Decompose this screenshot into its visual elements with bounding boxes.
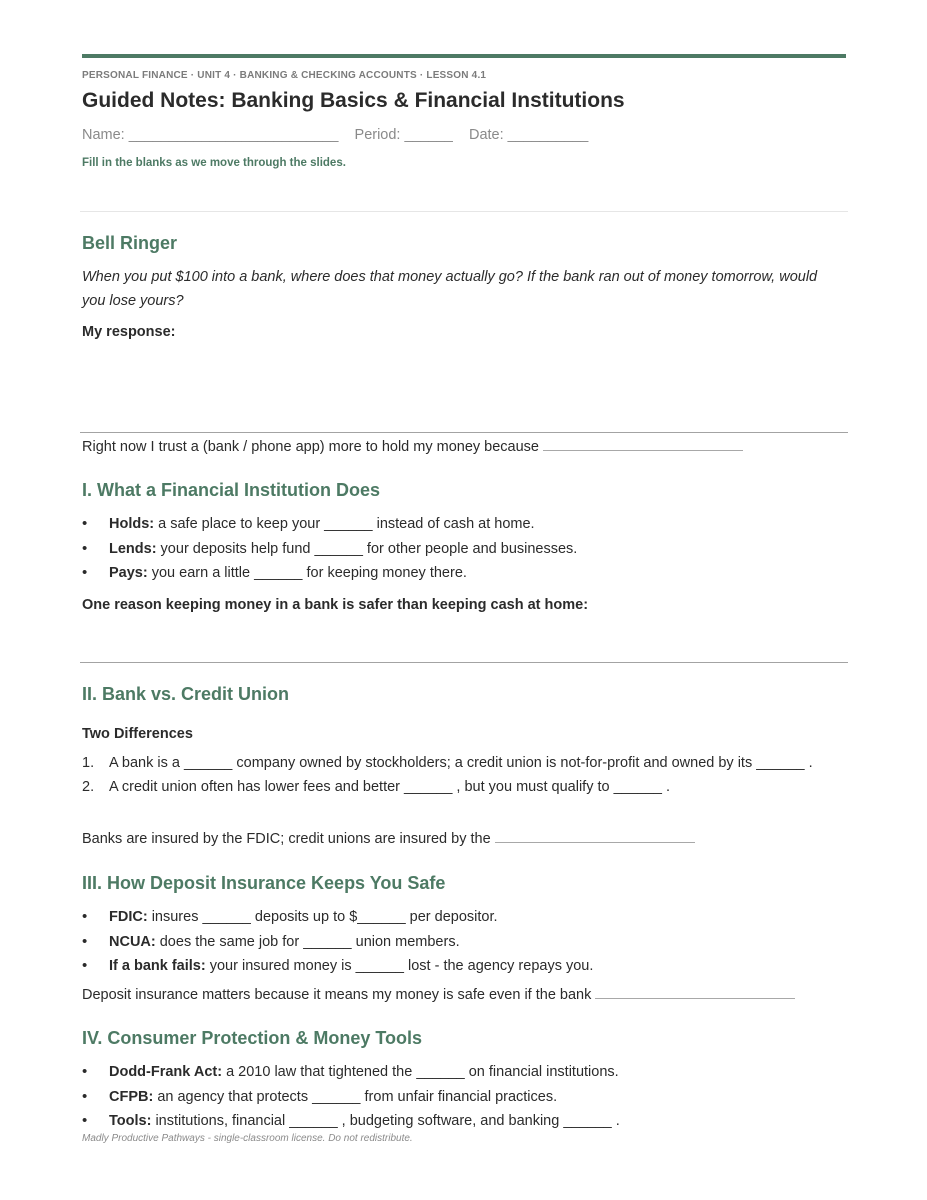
list-item — [82, 905, 593, 930]
item-text: A credit union often has lower fees and better ______ , but you must qualify to ______ . — [109, 779, 671, 795]
bullet-text: a 2010 law that tightened the ______ on financial institutions. — [222, 1064, 619, 1080]
section-1-bullets — [82, 512, 577, 586]
trust-sentence-text: Right now I trust a (bank / phone app) more to hold my money because — [82, 439, 539, 455]
header-divider — [80, 211, 848, 212]
list-item — [82, 751, 848, 775]
section-2-heading: II. Bank vs. Credit Union — [82, 684, 290, 704]
list-item — [82, 1085, 620, 1110]
item-number: 1. — [82, 755, 95, 771]
insurance-sentence-text: Banks are insured by the FDIC; credit unions are insured by the — [82, 831, 491, 847]
bell-ringer-heading: Bell Ringer — [82, 233, 178, 253]
trust-blank[interactable] — [543, 438, 743, 451]
list-item — [82, 537, 577, 562]
item-number: 2. — [82, 779, 95, 795]
section-1-answer-line — [80, 662, 848, 663]
section-1-question: One reason keeping money in a bank is safer than keeping cash at home: — [82, 597, 589, 613]
instruction-text: Fill in the blanks as we move through the slides. — [82, 157, 346, 169]
bullet-text: does the same job for ______ union members. — [155, 933, 460, 950]
insurance-sentence — [82, 830, 695, 847]
deposit-sentence-text: Deposit insurance matters because it means my money is safe even if the bank — [82, 987, 592, 1003]
response-line — [80, 432, 848, 433]
bullet-term: NCUA: — [109, 933, 156, 950]
deposit-blank[interactable] — [595, 986, 795, 999]
page-title: Guided Notes: Banking Basics & Financial Institutions — [82, 89, 625, 112]
section-4-heading: IV. Consumer Protection & Money Tools — [82, 1028, 423, 1048]
bullet-text: your insured money is ______ lost - the agency repays you. — [205, 958, 594, 974]
student-info-line: Name: __________________________ Period: ______ Date: __________ — [82, 127, 589, 143]
list-item — [82, 561, 577, 586]
two-differences-subheading: Two Differences — [82, 726, 193, 742]
bullet-term: Tools: — [109, 1113, 152, 1129]
breadcrumb: PERSONAL FINANCE · UNIT 4 · BANKING & CHECKING ACCOUNTS · LESSON 4.1 — [82, 70, 487, 81]
bullet-text: insures ______ deposits up to $______ per depositor. — [147, 909, 498, 925]
bullet-term: Dodd-Frank Act: — [109, 1064, 223, 1080]
bullet-text: a safe place to keep your ______ instead of cash at home. — [154, 516, 535, 532]
bullet-term: Pays: — [109, 565, 148, 581]
bullet-text: institutions, financial ______ , budgeting software, and banking ______ . — [151, 1113, 620, 1129]
list-item — [82, 1060, 620, 1085]
response-label: My response: — [82, 324, 176, 340]
item-text: A bank is a ______ company owned by stockholders; a credit union is not-for-profit and owned by its ______ . — [109, 755, 813, 771]
bullet-text: your deposits help fund ______ for other people and businesses. — [156, 540, 578, 557]
bullet-term: Holds: — [109, 516, 155, 532]
differences-list — [82, 751, 848, 799]
list-item — [82, 930, 593, 955]
bullet-term: If a bank fails: — [109, 958, 206, 974]
section-1-heading: I. What a Financial Institution Does — [82, 480, 381, 500]
bell-ringer-prompt: When you put $100 into a bank, where does that money actually go? If the bank ran out of money tomorrow, would you lose yours? — [82, 269, 818, 309]
section-3-bullets — [82, 905, 593, 979]
bullet-text: you earn a little ______ for keeping money there. — [147, 565, 467, 581]
top-accent-bar — [82, 54, 846, 58]
bullet-term: FDIC: — [109, 909, 148, 925]
list-item — [82, 775, 848, 799]
insurance-blank[interactable] — [495, 830, 695, 843]
bullet-term: CFPB: — [109, 1088, 154, 1105]
section-4-bullets — [82, 1060, 620, 1134]
list-item — [82, 512, 577, 537]
license-footer: Madly Productive Pathways - single-classroom license. Do not redistribute. — [82, 1133, 413, 1144]
deposit-insurance-sentence — [82, 986, 795, 1003]
section-3-heading: III. How Deposit Insurance Keeps You Safe — [82, 873, 446, 893]
list-item — [82, 1109, 620, 1134]
trust-sentence — [82, 438, 743, 455]
list-item — [82, 954, 593, 979]
bullet-term: Lends: — [109, 540, 157, 557]
bullet-text: an agency that protects ______ from unfair financial practices. — [153, 1088, 558, 1105]
